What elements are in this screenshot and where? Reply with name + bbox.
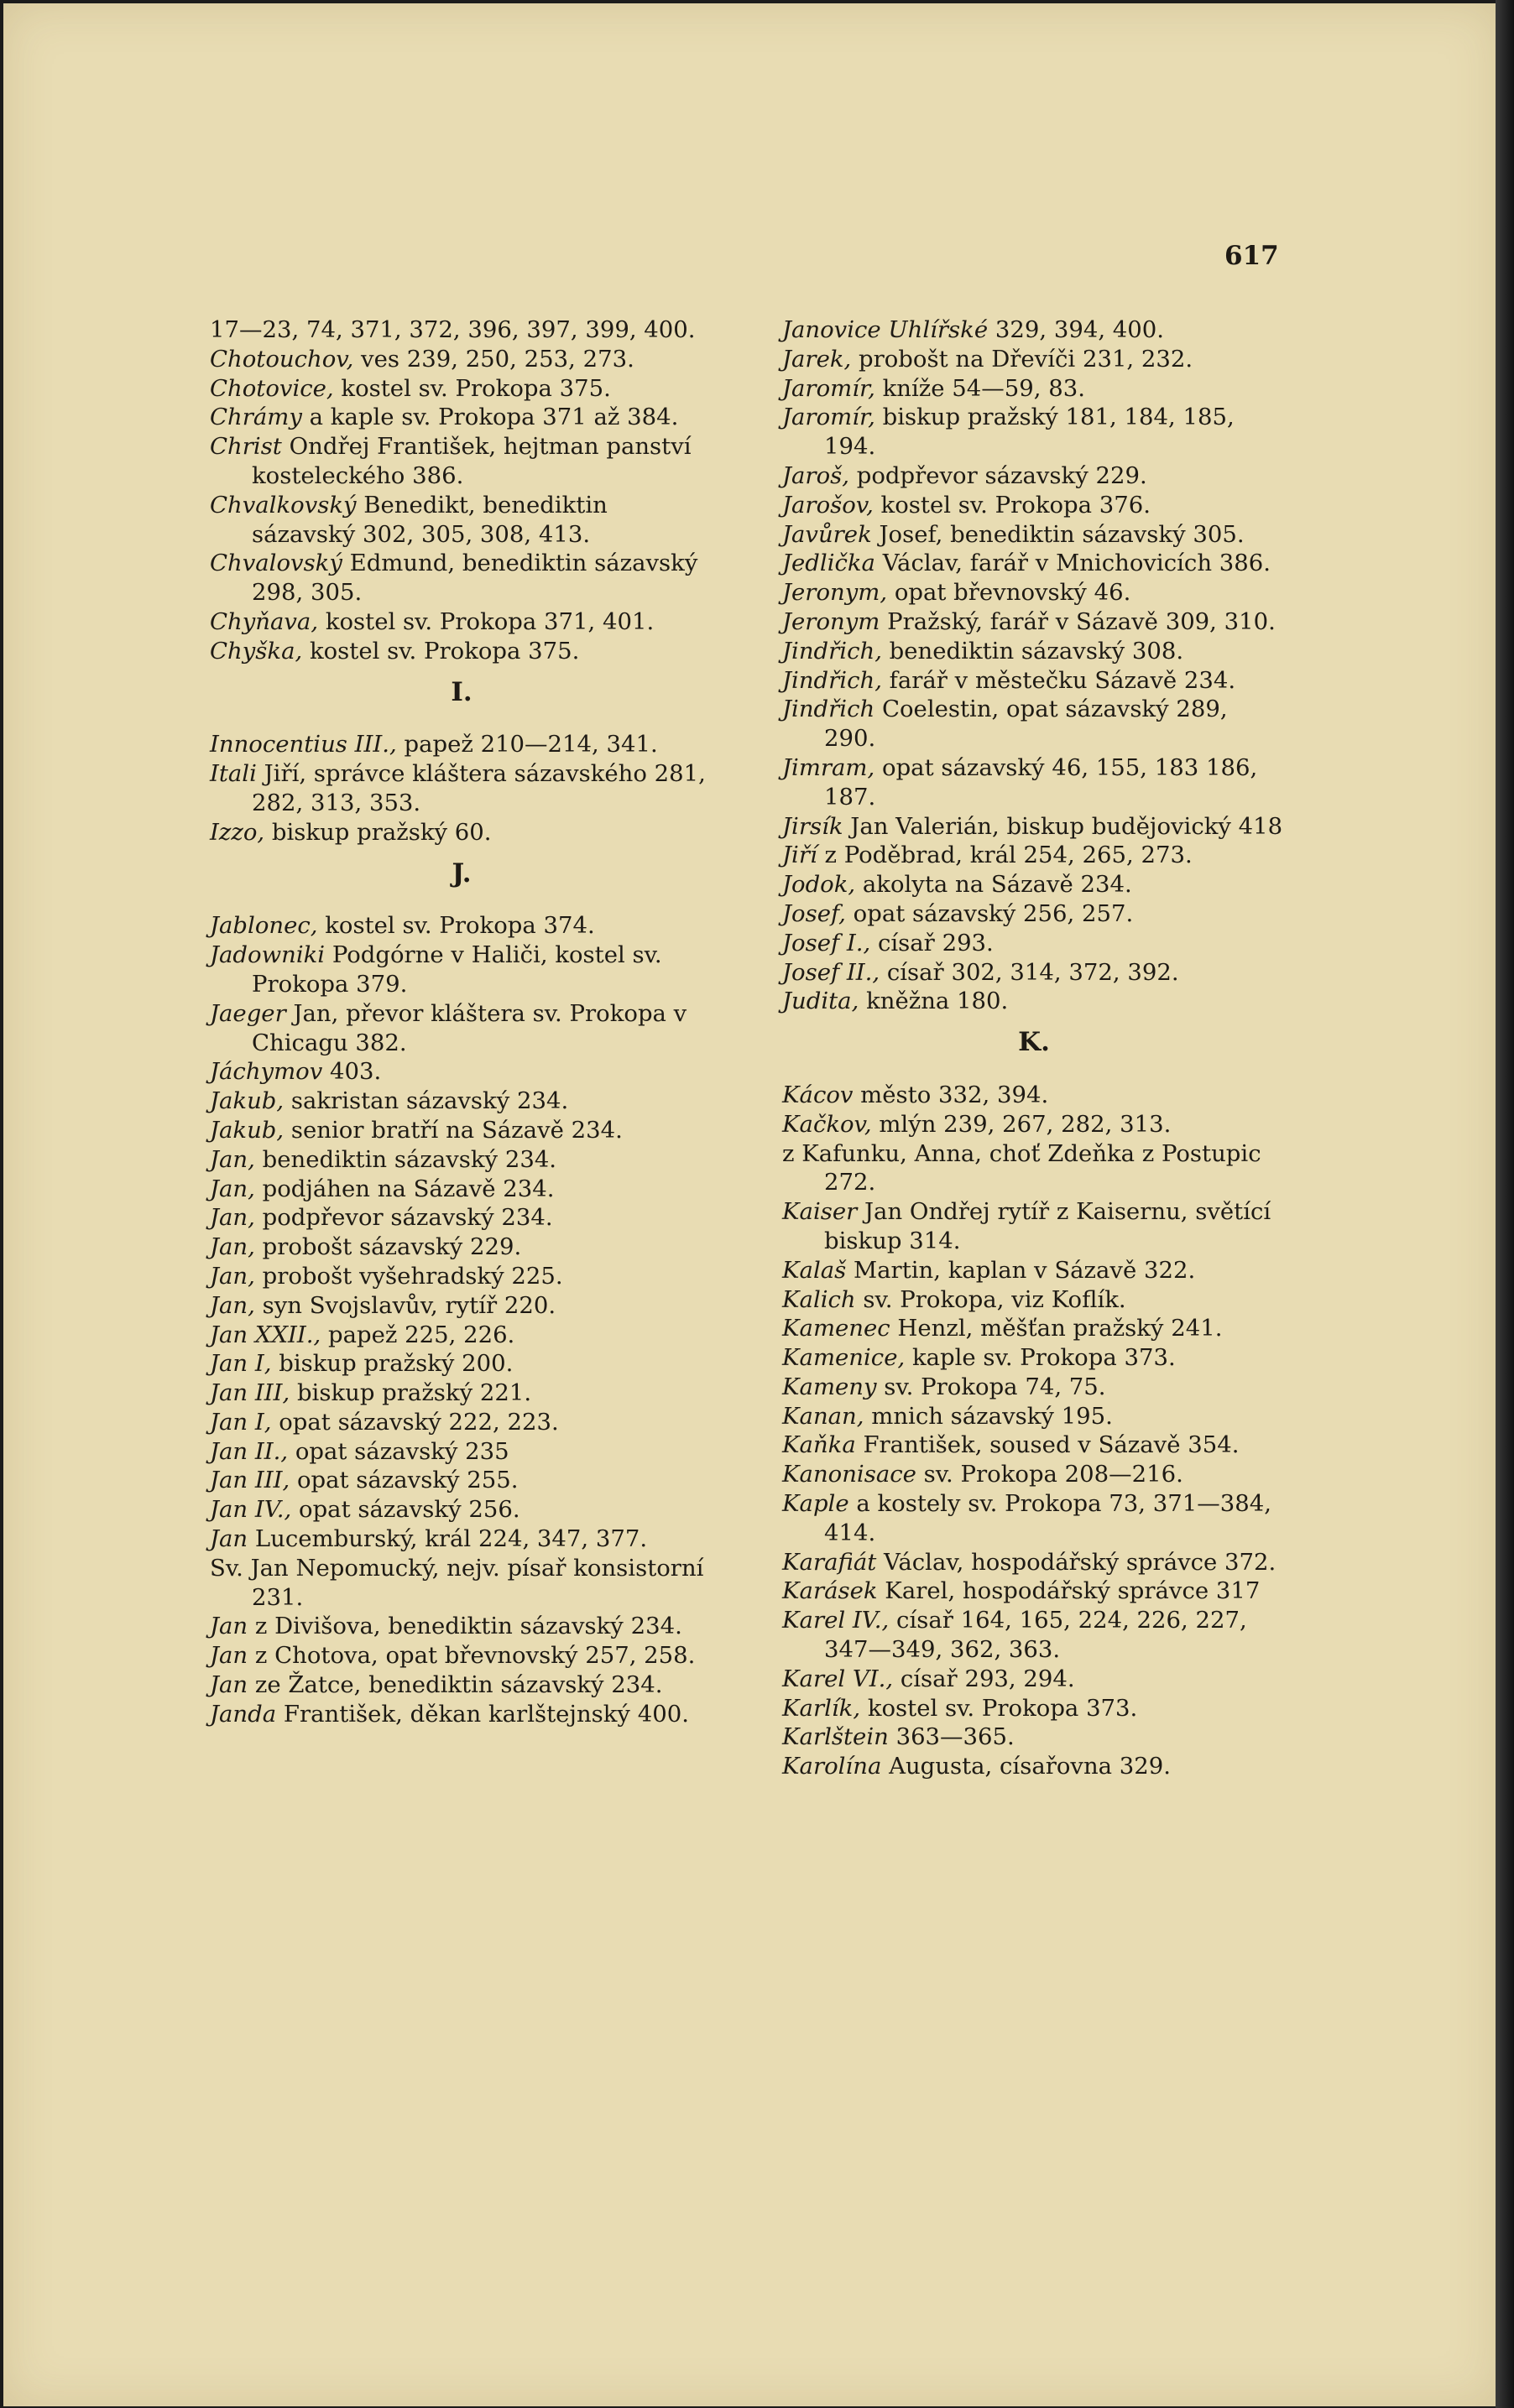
scan-edge xyxy=(1496,0,1514,2408)
index-entry xyxy=(782,812,1286,842)
entry-headword: Jindřich, xyxy=(782,666,882,694)
entry-headword: Christ xyxy=(210,433,282,461)
entry-headword: Kalich xyxy=(782,1285,856,1313)
index-entry xyxy=(782,1110,1286,1139)
entry-text: kostel sv. Prokopa 371, 401. xyxy=(318,607,655,635)
entry-headword: Jan I, xyxy=(210,1408,272,1436)
entry-headword: Judita, xyxy=(782,988,859,1015)
entry-text: kaple sv. Prokopa 373. xyxy=(905,1344,1176,1372)
index-entry xyxy=(782,987,1286,1016)
entry-headword: Kanonisace xyxy=(782,1461,916,1488)
index-entry xyxy=(782,841,1286,870)
index-entry xyxy=(210,374,713,404)
index-entry xyxy=(782,1285,1286,1315)
entry-text: Augusta, císařovna 329. xyxy=(881,1753,1172,1780)
entry-headword: Jirsík xyxy=(782,812,843,840)
entry-headword: Kanan, xyxy=(782,1402,864,1430)
index-entry xyxy=(210,1408,713,1437)
entry-headword: Karel VI., xyxy=(782,1665,894,1692)
entry-headword: Kameny xyxy=(782,1373,877,1400)
entry-text: kostel sv. Prokopa 375. xyxy=(302,637,580,665)
index-entry xyxy=(210,1379,713,1408)
entry-headword: Jeronym, xyxy=(782,579,888,607)
entry-headword: Jarek, xyxy=(782,345,852,373)
index-entry xyxy=(782,1343,1286,1373)
index-entry xyxy=(782,870,1286,899)
index-entry xyxy=(210,491,713,550)
entry-text: kostel sv. Prokopa 373. xyxy=(860,1694,1138,1722)
index-entry xyxy=(782,461,1286,491)
entry-headword: Kalaš xyxy=(782,1256,847,1284)
entry-text: probošt sázavský 229. xyxy=(254,1233,522,1261)
entry-headword: Kamenice, xyxy=(782,1344,906,1372)
entry-text: z Poděbrad, král 254, 265, 273. xyxy=(817,842,1193,869)
entry-headword: Jindřich, xyxy=(782,637,882,665)
entry-text: probošt vyšehradský 225. xyxy=(254,1262,563,1290)
entry-text: mnich sázavský 195. xyxy=(864,1402,1113,1430)
entry-headword: Chvalkovský xyxy=(210,491,357,519)
index-entry xyxy=(210,1087,713,1116)
index-entry xyxy=(210,345,713,374)
entry-text: a kaple sv. Prokopa 371 až 384. xyxy=(301,404,679,431)
entry-text: podpřevor sázavský 234. xyxy=(254,1204,553,1232)
entry-text: Benedikt, benediktin sázavský 302, 305, 308, 413. xyxy=(252,491,608,548)
index-entry xyxy=(210,1203,713,1233)
entry-text: sv. Prokopa 208—216. xyxy=(916,1461,1183,1488)
entry-text: císař 293. xyxy=(870,929,994,956)
index-entry xyxy=(210,1262,713,1291)
entry-text: Karel, hospodářský správce 317 xyxy=(877,1577,1261,1605)
entry-text: opat sázavský 46, 155, 183 186, 187. xyxy=(824,753,1258,810)
entry-headword: Jan xyxy=(210,1613,248,1640)
entry-headword: Janovice Uhlířské xyxy=(782,316,989,343)
index-entry xyxy=(210,1554,713,1613)
entry-headword: Jarošov, xyxy=(782,491,874,519)
index-entry xyxy=(782,578,1286,607)
entry-headword: Kaňka xyxy=(782,1431,856,1459)
entry-text: opat sázavský 222, 223. xyxy=(271,1408,559,1436)
index-entry xyxy=(210,403,713,432)
entry-headword: Chyška, xyxy=(210,637,303,665)
index-entry xyxy=(782,1694,1286,1723)
entry-headword: Chvalovský xyxy=(210,550,342,577)
entry-headword: Chotouchov, xyxy=(210,345,354,373)
index-entry xyxy=(210,1291,713,1321)
index-entry xyxy=(782,1723,1286,1752)
entry-headword: Jan II., xyxy=(210,1437,289,1465)
entry-text: Václav, farář v Mnichovicích 386. xyxy=(874,550,1271,577)
index-entry xyxy=(782,549,1286,578)
entry-headword: Jan IV., xyxy=(210,1496,292,1524)
entry-headword: Jan, xyxy=(210,1145,255,1173)
entry-text: Jan Ondřej rytíř z Kaisernu, světící biskup 314. xyxy=(824,1198,1271,1254)
book-page xyxy=(3,3,1499,2406)
index-entry xyxy=(782,345,1286,374)
entry-headword: Kaiser xyxy=(782,1198,858,1226)
entry-headword: Innocentius III., xyxy=(210,731,397,758)
entry-headword: Kácov xyxy=(782,1081,854,1108)
entry-text: kníže 54—59, 83. xyxy=(874,374,1085,402)
entry-headword: Kaple xyxy=(782,1490,849,1518)
entry-text: papež 225, 226. xyxy=(321,1321,515,1348)
entry-text: 363—365. xyxy=(888,1723,1015,1751)
entry-text: biskup pražský 181, 184, 185, 194. xyxy=(824,404,1235,461)
entry-text: František, děkan karlštejnský 400. xyxy=(276,1700,689,1728)
index-entry xyxy=(782,1314,1286,1343)
entry-text: akolyta na Sázavě 234. xyxy=(855,871,1132,899)
index-entry xyxy=(210,1116,713,1145)
entry-headword: Jan xyxy=(210,1642,248,1670)
index-entry xyxy=(782,899,1286,929)
entry-text: Pražský, farář v Sázavě 309, 310. xyxy=(880,607,1276,635)
entry-headword: Jan xyxy=(210,1525,248,1553)
index-entry xyxy=(210,1437,713,1467)
section-letter: I. xyxy=(451,676,472,707)
entry-headword: Jaromír, xyxy=(782,374,875,402)
index-entry xyxy=(210,1349,713,1379)
entry-text: podpřevor sázavský 229. xyxy=(848,461,1147,489)
entry-text: císař 293, 294. xyxy=(893,1665,1075,1692)
entry-headword: Jan III, xyxy=(210,1379,290,1407)
entry-text: a kostely sv. Prokopa 73, 371—384, 414. xyxy=(824,1490,1271,1546)
entry-text: ze Žatce, benediktin sázavský 234. xyxy=(248,1671,663,1699)
index-entry xyxy=(782,1752,1286,1781)
entry-headword: Jaeger xyxy=(210,999,286,1027)
index-entry xyxy=(782,1665,1286,1694)
entry-headword: Josef, xyxy=(782,899,846,927)
entry-text: Lucemburský, král 224, 347, 377. xyxy=(248,1525,648,1553)
entry-headword: Jan, xyxy=(210,1291,255,1319)
entry-headword: Javůrek xyxy=(782,520,872,548)
entry-text: Martin, kaplan v Sázavě 322. xyxy=(846,1256,1196,1284)
index-entry xyxy=(782,1577,1286,1606)
index-entry xyxy=(782,1256,1286,1285)
entry-text: Jiří, správce kláštera sázavského 281, 282, 313, 353. xyxy=(252,760,706,816)
entry-headword: Jindřich xyxy=(782,696,875,723)
index-entry xyxy=(782,1606,1286,1665)
index-entry xyxy=(782,520,1286,550)
index-entry xyxy=(782,929,1286,958)
entry-text: opat břevnovský 46. xyxy=(887,579,1131,607)
entry-text: kněžna 180. xyxy=(859,988,1009,1015)
entry-text: město 332, 394. xyxy=(853,1081,1049,1108)
entry-headword: Karolína xyxy=(782,1753,882,1780)
entry-text: Jan, převor kláštera sv. Prokopa v Chicagu 382. xyxy=(252,999,687,1056)
entry-text: Václav, hospodářský správce 372. xyxy=(876,1548,1276,1576)
index-entry xyxy=(210,1641,713,1670)
entry-headword: Izzo, xyxy=(210,818,265,846)
entry-headword: Jablonec, xyxy=(210,912,318,940)
index-entry xyxy=(782,1548,1286,1577)
index-entry xyxy=(210,549,713,607)
index-entry xyxy=(210,1321,713,1350)
entry-text: syn Svojslavův, rytíř 220. xyxy=(254,1291,556,1319)
index-entry xyxy=(782,491,1286,520)
index-entry xyxy=(782,1081,1286,1110)
entry-text: Josef, benediktin sázavský 305. xyxy=(871,520,1245,548)
index-entry xyxy=(782,315,1286,345)
entry-headword: Karel IV., xyxy=(782,1607,890,1634)
index-entry xyxy=(210,1495,713,1525)
entry-headword: Karlštein xyxy=(782,1723,889,1751)
entry-text: benediktin sázavský 234. xyxy=(254,1145,557,1173)
entry-text: z Divišova, benediktin sázavský 234. xyxy=(248,1613,682,1640)
entry-headword: Josef II., xyxy=(782,958,880,986)
index-entry xyxy=(210,1233,713,1262)
entry-text: František, soused v Sázavě 354. xyxy=(855,1431,1240,1459)
index-entry xyxy=(782,1431,1286,1460)
entry-text: císař 164, 165, 224, 226, 227, 347—349, 362, 363. xyxy=(824,1607,1247,1664)
index-entry xyxy=(782,1139,1286,1198)
index-entry xyxy=(210,1700,713,1729)
index-entry xyxy=(782,607,1286,637)
entry-text: Coelestin, opat sázavský 289, 290. xyxy=(824,696,1228,753)
entry-text: opat sázavský 255. xyxy=(290,1467,519,1494)
entry-headword: Jaroš, xyxy=(782,461,849,489)
section-letter: J. xyxy=(452,857,472,889)
entry-text: z Chotova, opat břevnovský 257, 258. xyxy=(248,1642,696,1670)
index-column-left xyxy=(210,315,713,1729)
entry-headword: Chrámy xyxy=(210,404,302,431)
entry-text: 17—23, 74, 371, 372, 396, 397, 399, 400. xyxy=(210,316,696,343)
entry-text: 329, 394, 400. xyxy=(988,316,1165,343)
entry-text: opat sázavský 256. xyxy=(291,1496,520,1524)
index-entry xyxy=(782,1489,1286,1548)
entry-text: mlýn 239, 267, 282, 313. xyxy=(871,1110,1172,1138)
entry-headword: Jakub, xyxy=(210,1116,285,1144)
entry-text: kostel sv. Prokopa 376. xyxy=(873,491,1151,519)
entry-headword: Jan, xyxy=(210,1175,255,1202)
entry-text: probošt na Dřevíči 231, 232. xyxy=(851,345,1193,373)
index-entry xyxy=(782,666,1286,696)
entry-headword: Janda xyxy=(210,1700,277,1728)
index-entry xyxy=(210,1612,713,1641)
entry-text: z Kafunku, Anna, choť Zdeňka z Postupic 272. xyxy=(782,1139,1261,1196)
entry-text: Edmund, benediktin sázavský 298, 305. xyxy=(252,550,698,607)
index-entry xyxy=(210,759,713,818)
entry-text: biskup pražský 221. xyxy=(290,1379,532,1407)
entry-headword: Jan, xyxy=(210,1204,255,1232)
entry-headword: Jedlička xyxy=(782,550,875,577)
index-entry xyxy=(782,1373,1286,1402)
entry-text: biskup pražský 200. xyxy=(271,1350,514,1378)
entry-text: Ondřej František, hejtman panství kosteleckého 386. xyxy=(252,433,692,489)
index-entry xyxy=(210,432,713,491)
index-entry xyxy=(210,1057,713,1087)
index-entry xyxy=(210,315,713,345)
entry-headword: Jadowniki xyxy=(210,941,326,969)
entry-headword: Jan XXII., xyxy=(210,1321,321,1348)
entry-headword: Karafiát xyxy=(782,1548,877,1576)
entry-text: sakristan sázavský 234. xyxy=(284,1087,569,1115)
index-column-right xyxy=(782,315,1286,1781)
entry-text: 403. xyxy=(322,1058,382,1086)
entry-headword: Karlík, xyxy=(782,1694,861,1722)
entry-headword: Jiří xyxy=(782,842,817,869)
entry-headword: Jáchymov xyxy=(210,1058,323,1086)
entry-text: opat sázavský 235 xyxy=(288,1437,509,1465)
entry-text: císař 302, 314, 372, 392. xyxy=(880,958,1179,986)
index-entry xyxy=(210,637,713,666)
index-entry xyxy=(210,1145,713,1175)
entry-text: papež 210—214, 341. xyxy=(396,731,658,758)
entry-headword: Jan, xyxy=(210,1233,255,1261)
index-entry xyxy=(782,403,1286,461)
entry-text: ves 239, 250, 253, 273. xyxy=(353,345,634,373)
entry-headword: Jan III, xyxy=(210,1467,290,1494)
section-letter: K. xyxy=(1018,1027,1050,1058)
index-entry xyxy=(210,1175,713,1204)
entry-text: Jan Valerián, biskup budějovický 418 xyxy=(843,812,1283,840)
entry-headword: Jimram, xyxy=(782,753,875,781)
entry-headword: Jan xyxy=(210,1671,248,1699)
entry-text: Podgórne v Haliči, kostel sv. Prokopa 379. xyxy=(252,941,662,998)
entry-headword: Jan I, xyxy=(210,1350,272,1378)
index-entry xyxy=(210,1525,713,1554)
index-entry xyxy=(210,999,713,1058)
entry-headword: Chyňava, xyxy=(210,607,319,635)
entry-headword: Itali xyxy=(210,760,257,788)
index-entry xyxy=(782,1402,1286,1431)
index-entry xyxy=(210,730,713,759)
entry-headword: Jan, xyxy=(210,1262,255,1290)
index-entry xyxy=(782,637,1286,666)
entry-text: senior bratří na Sázavě 234. xyxy=(284,1116,623,1144)
index-entry xyxy=(782,753,1286,812)
entry-headword: Josef I., xyxy=(782,929,871,956)
index-entry xyxy=(782,1460,1286,1489)
entry-headword: Jakub, xyxy=(210,1087,285,1115)
entry-text: sv. Prokopa 74, 75. xyxy=(876,1373,1106,1400)
index-entry xyxy=(210,818,713,847)
index-entry xyxy=(210,1466,713,1495)
entry-text: biskup pražský 60. xyxy=(264,818,492,846)
entry-text: opat sázavský 256, 257. xyxy=(845,899,1134,927)
entry-text: Sv. Jan Nepomucký, nejv. písař konsistorní 231. xyxy=(210,1554,704,1611)
entry-headword: Karásek xyxy=(782,1577,878,1605)
index-entry xyxy=(782,1197,1286,1256)
index-entry xyxy=(210,1670,713,1700)
index-entry xyxy=(210,941,713,999)
entry-text: Henzl, měšťan pražský 241. xyxy=(890,1315,1223,1342)
entry-headword: Kamenec xyxy=(782,1315,890,1342)
entry-headword: Chotovice, xyxy=(210,374,334,402)
entry-headword: Jaromír, xyxy=(782,404,875,431)
index-entry xyxy=(210,911,713,941)
index-entry xyxy=(782,958,1286,988)
entry-headword: Jodok, xyxy=(782,871,856,899)
entry-text: kostel sv. Prokopa 374. xyxy=(317,912,595,940)
entry-headword: Kačkov, xyxy=(782,1110,872,1138)
index-entry xyxy=(782,695,1286,753)
entry-text: farář v městečku Sázavě 234. xyxy=(881,666,1236,694)
entry-text: benediktin sázavský 308. xyxy=(881,637,1184,665)
entry-text: sv. Prokopa, viz Koflík. xyxy=(855,1285,1126,1313)
index-entry xyxy=(210,607,713,637)
entry-text: podjáhen na Sázavě 234. xyxy=(254,1175,555,1202)
index-entry xyxy=(782,374,1286,404)
entry-text: kostel sv. Prokopa 375. xyxy=(333,374,611,402)
page-number: 617 xyxy=(1224,241,1279,271)
entry-headword: Jeronym xyxy=(782,607,880,635)
